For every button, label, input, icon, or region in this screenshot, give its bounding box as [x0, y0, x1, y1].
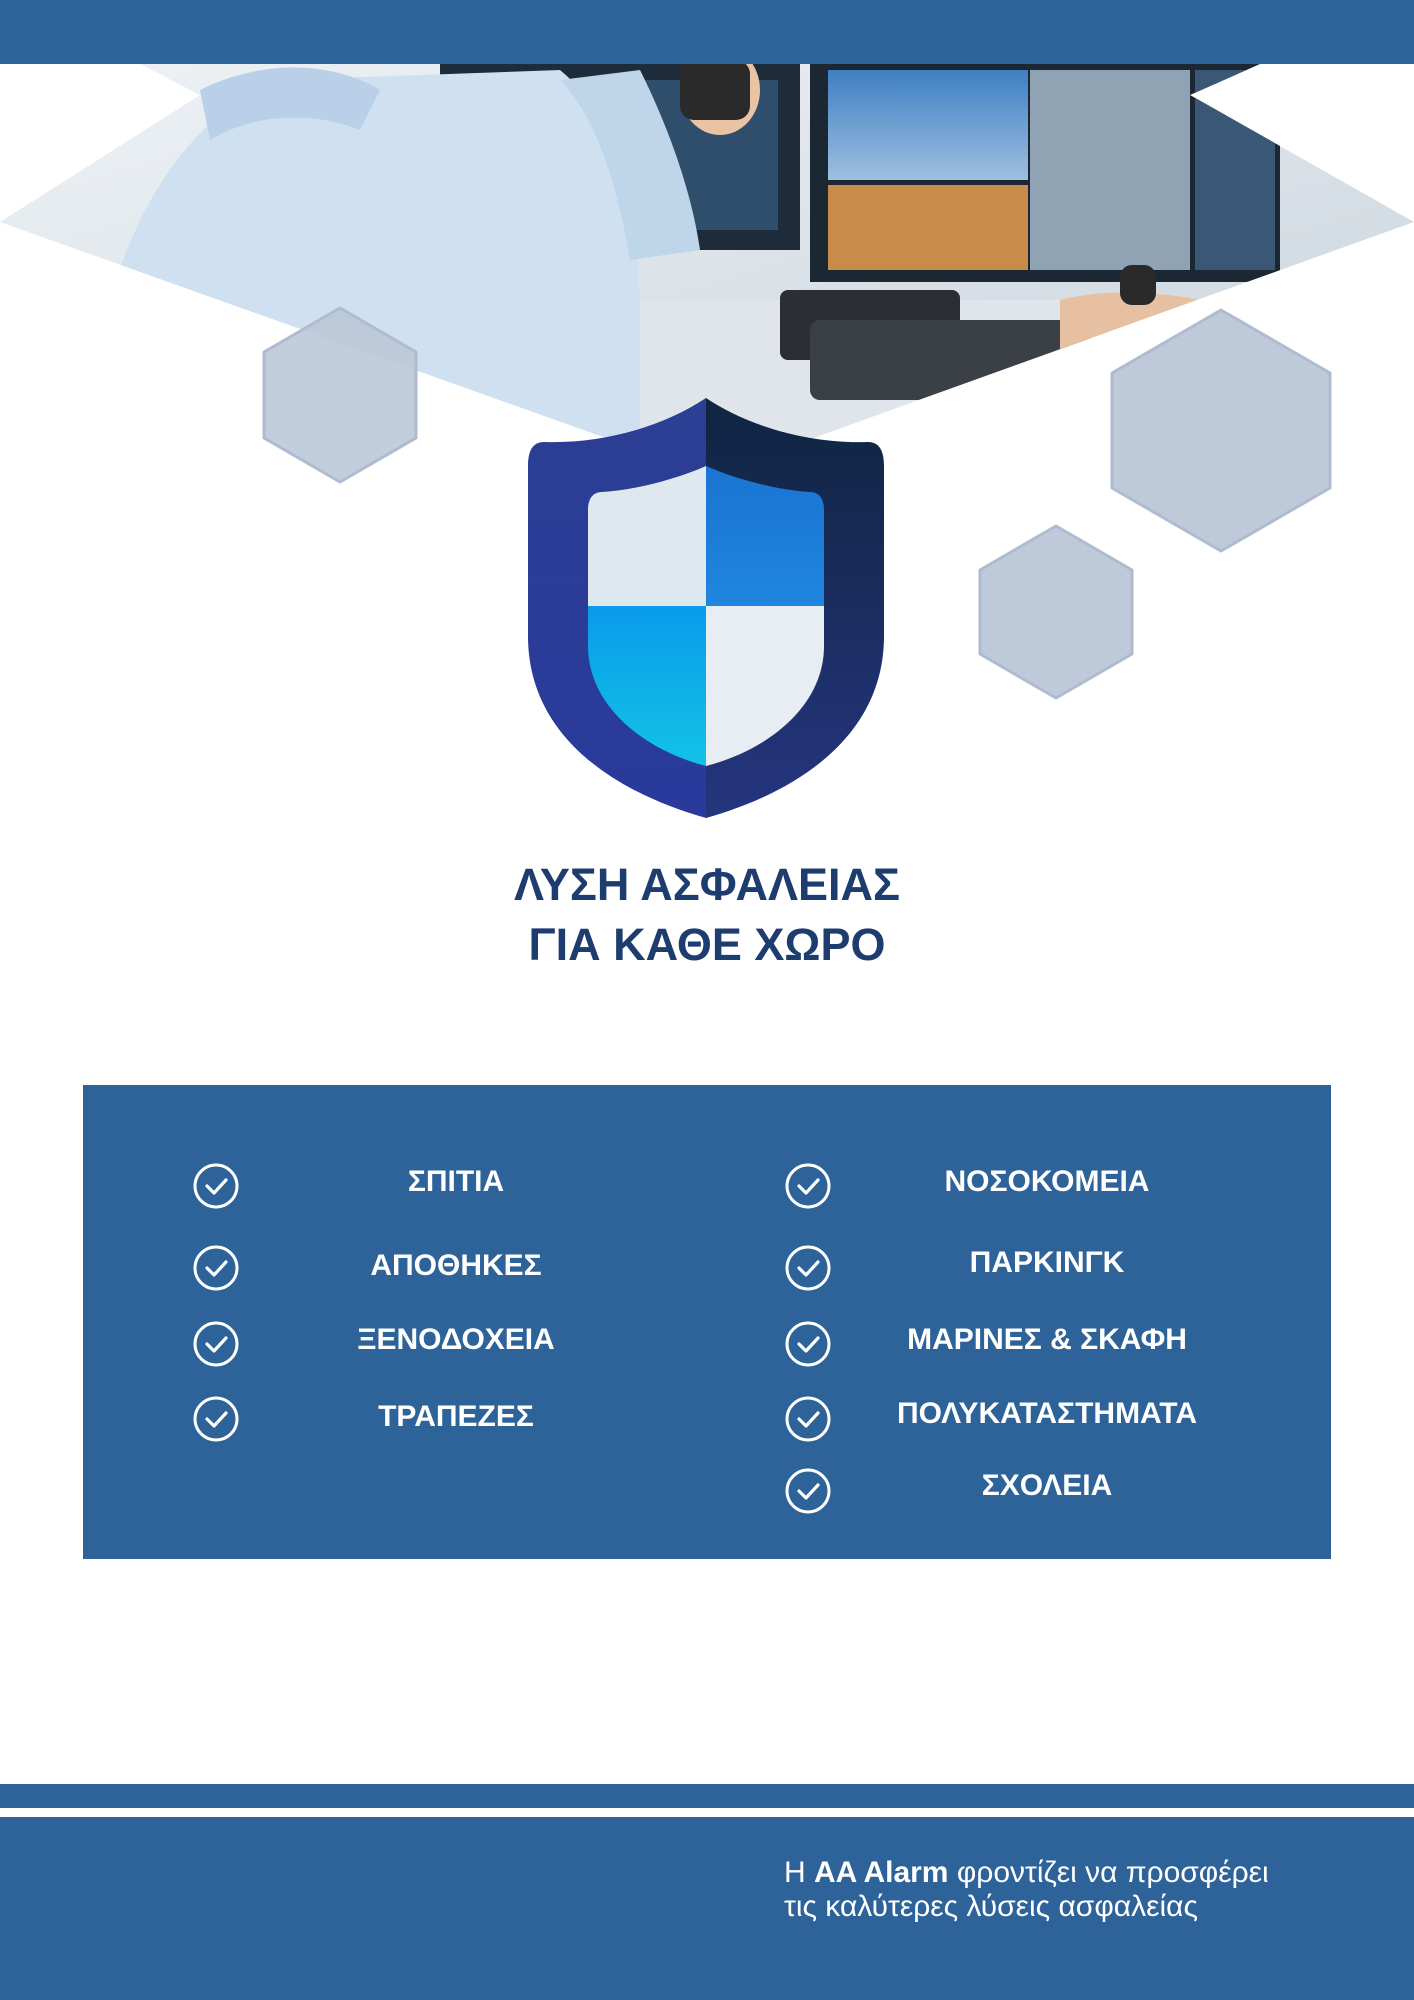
tagline-line-1: [784, 1856, 1394, 1890]
list-item-label: ΣΧΟΛΕΙΑ: [981, 1469, 1113, 1502]
title-line-2: ΓΙΑ ΚΑΘΕ ΧΩΡΟ: [528, 919, 886, 970]
check-circle-icon: [784, 1244, 832, 1292]
check-circle-icon: [192, 1244, 240, 1292]
check-circle-icon: [784, 1162, 832, 1210]
check-circle-icon: [192, 1162, 240, 1210]
brand-name: AA Alarm: [814, 1856, 949, 1889]
list-item-label: ΝΟΣΟΚΟΜΕΙΑ: [944, 1165, 1150, 1198]
footer-stripe: [0, 1784, 1414, 1808]
page-title: [307, 855, 1107, 975]
check-circle-icon: [784, 1395, 832, 1443]
check-circle-icon: [192, 1395, 240, 1443]
hexagon-decoration: [1112, 310, 1330, 551]
list-item-label: ΤΡΑΠΕΖΕΣ: [378, 1400, 534, 1433]
list-item-label: ΑΠΟΘΗΚΕΣ: [370, 1249, 542, 1282]
check-circle-icon: [784, 1467, 832, 1515]
tagline-line-2: τις καλύτερες λύσεις ασφαλείας: [784, 1890, 1198, 1923]
facility-list-panel: [83, 1085, 1331, 1559]
hexagon-decoration: [980, 526, 1132, 698]
shield-icon: [524, 396, 888, 820]
list-item-label: ΞΕΝΟΔΟΧΕΙΑ: [357, 1323, 555, 1356]
tagline-prefix: Η: [784, 1856, 814, 1889]
list-item-label: ΠΑΡΚΙΝΓΚ: [969, 1246, 1125, 1279]
list-item-label: ΣΠΙΤΙΑ: [407, 1165, 505, 1198]
check-circle-icon: [784, 1320, 832, 1368]
check-circle-icon: [192, 1320, 240, 1368]
footer-tagline: [784, 1856, 1394, 1924]
list-item-label: ΜΑΡΙΝΕΣ & ΣΚΑΦΗ: [907, 1323, 1187, 1356]
title-line-1: ΛΥΣΗ ΑΣΦΑΛΕΙΑΣ: [513, 859, 901, 910]
tagline-rest: φροντίζει να προσφέρει: [948, 1856, 1269, 1889]
list-item-label: ΠΟΛΥΚΑΤΑΣΤΗΜΑΤΑ: [896, 1397, 1197, 1430]
